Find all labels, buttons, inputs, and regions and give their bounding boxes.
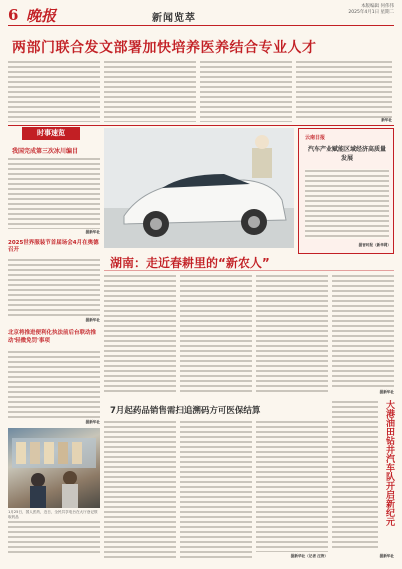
digest-item-2-title: 2025世界服装节首届场会4月在奥德召开 — [8, 240, 99, 253]
sidebar-source: 据晋时报（新华网） — [358, 243, 391, 247]
sidebar-box — [298, 128, 394, 254]
feature-col3 — [256, 274, 328, 394]
car-illustration — [104, 128, 294, 248]
masthead-info — [308, 4, 394, 16]
date-line: 2025年4月1日 星期二 — [348, 10, 394, 15]
lead-headline: 两部门联合发文部署加快培养医养结合专业人才 — [12, 40, 317, 56]
sales-headline: 7月起药品销售需扫追溯码方可医保结算 — [110, 406, 261, 416]
pharmacy-illustration — [8, 428, 100, 508]
photo-caption: 1月25日，国人医药，近日，全民共享电台在大厅登记领取药品 — [8, 510, 98, 520]
lead-body-col3 — [200, 60, 292, 122]
right-col-body — [332, 400, 378, 550]
digest-item-3-source: 据新华社 — [85, 420, 100, 424]
digest-item-3-body — [8, 350, 100, 418]
sales-source: 据新华社（记者 汪涛） — [290, 554, 328, 558]
lead-byline: 新华社 — [381, 118, 392, 122]
divider — [8, 125, 394, 126]
digest-item-2-body — [8, 258, 100, 316]
sidebar-title: 汽车产业赋能区域经济高质量发展 — [307, 146, 386, 162]
digest-item-1-title: 我国完成第三次冰川编目 — [12, 148, 79, 155]
feature-col4 — [332, 274, 394, 388]
paper-logo: 晚报 — [26, 7, 57, 25]
digest-item-1-body — [8, 157, 100, 229]
section-title: 新闻览萃 — [152, 13, 196, 24]
digest-item-1-source: 据新华社 — [85, 230, 100, 234]
feature-col1 — [104, 274, 176, 394]
feature-col2 — [180, 274, 252, 394]
digest-tag: 时事速览 — [22, 127, 80, 140]
car-factory-photo — [104, 128, 294, 248]
sidebar-body — [305, 169, 389, 239]
feature-underline — [104, 270, 394, 271]
page-number: 6 — [8, 6, 19, 24]
caption-lines — [8, 520, 100, 556]
right-col-source: 据新华社 — [379, 554, 394, 558]
lead-body-col2 — [104, 60, 196, 122]
editor-line: 本版编辑 何伟伟 — [361, 4, 394, 9]
sales-col3 — [256, 420, 328, 552]
digest-item-3-title: 北京将推进便利化执法前后台联动推动'轻微免罚'事项 — [8, 330, 97, 344]
sidebar-label: 云南日报 — [305, 135, 326, 141]
pharmacy-photo — [8, 428, 100, 508]
feature-source: 据新华社 — [379, 390, 394, 394]
lead-body-col4 — [296, 60, 392, 118]
right-vertical-headline: 大港油田钻井汽车队开启新纪元 — [384, 400, 394, 526]
sales-col1 — [104, 420, 176, 560]
digest-item-2-source: 据新华社 — [85, 318, 100, 322]
feature-headline: 湖南：走近春耕里的“新农人” — [110, 256, 270, 270]
lead-body-col1 — [8, 60, 100, 122]
sales-col2 — [180, 420, 252, 560]
